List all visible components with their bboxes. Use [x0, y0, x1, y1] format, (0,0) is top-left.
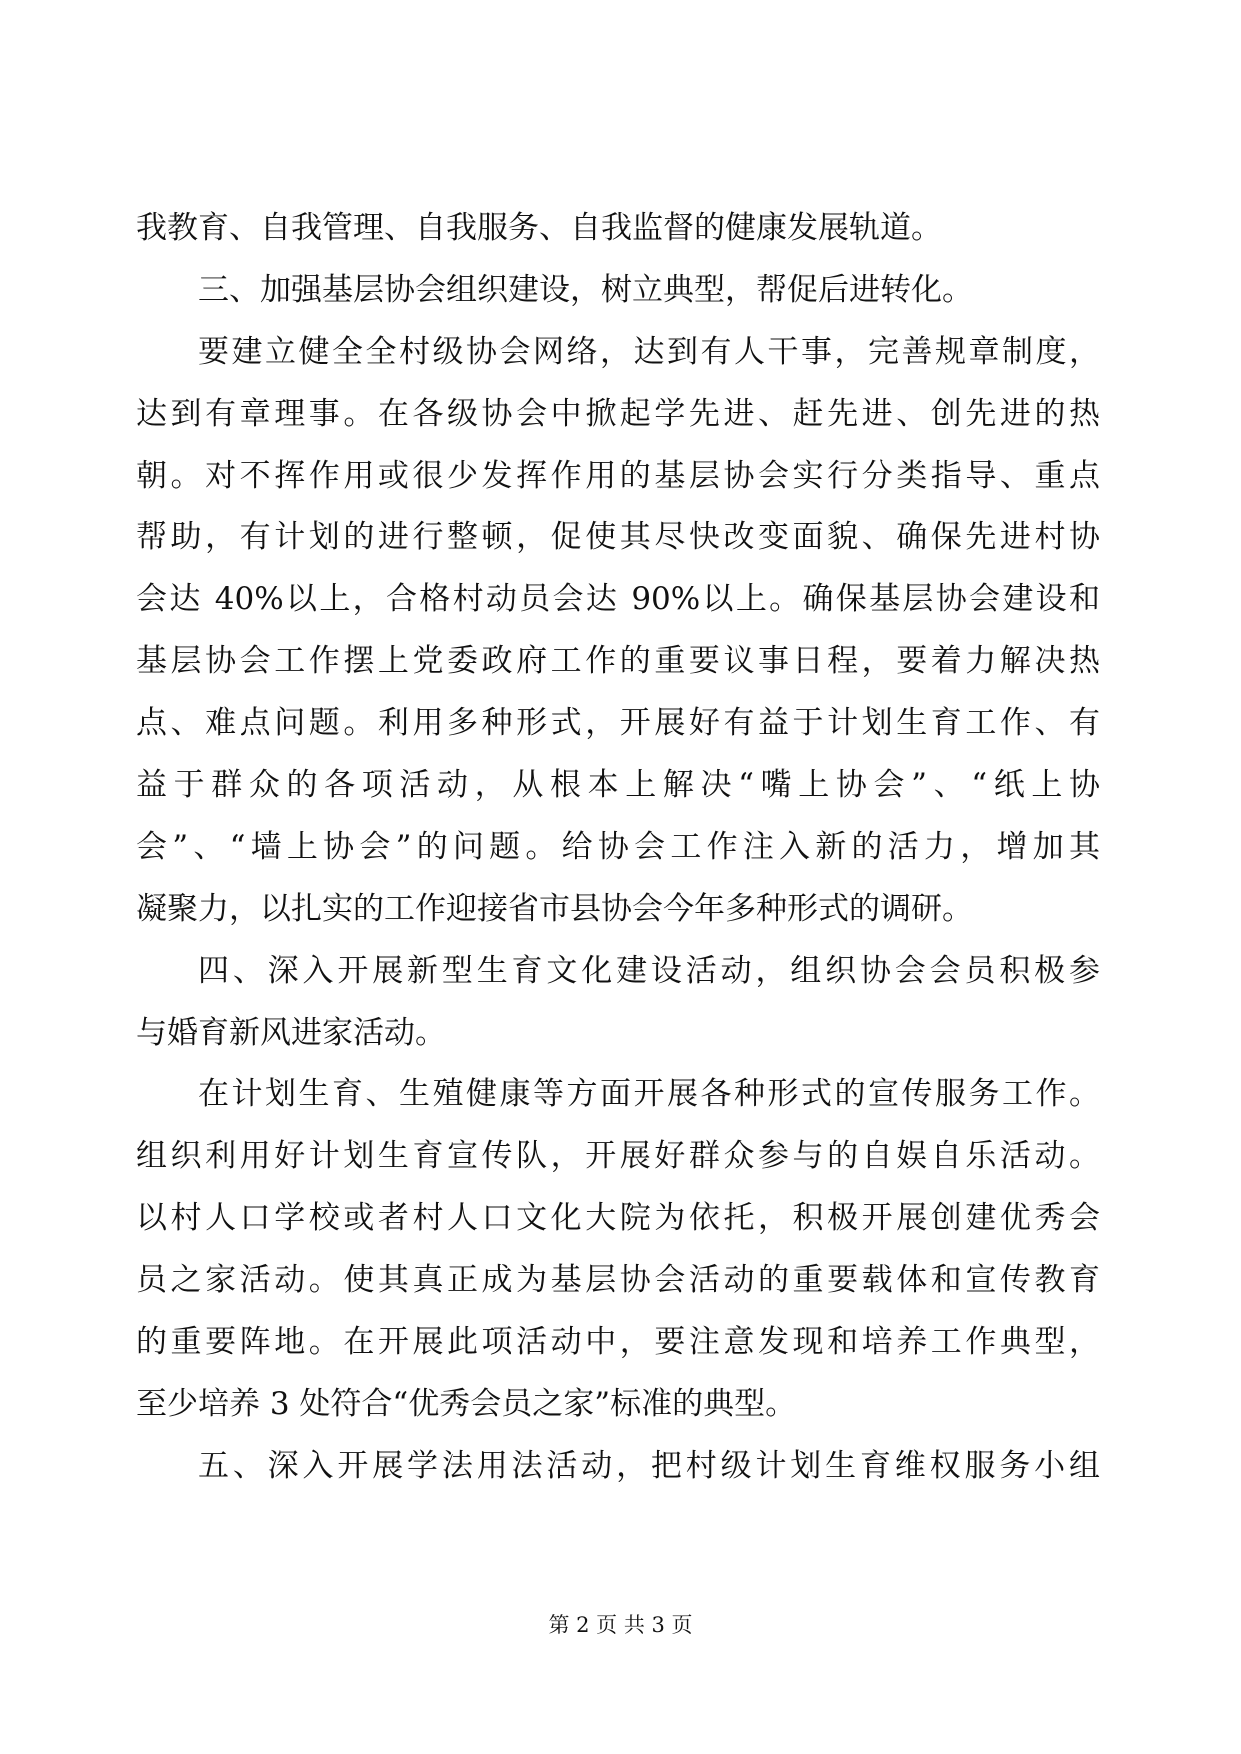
paragraph-first-line: 三、加强基层协会组织建设，树立典型，帮促后进转化。: [198, 271, 973, 308]
page-footer: 第 2 页 共 3 页: [548, 1613, 693, 1637]
text-line: 点、难点问题。利用多种形式，开展好有益于计划生育工作、有: [136, 705, 1100, 742]
text-line: 的重要阵地。在开展此项活动中，要注意发现和培养工作典型，: [136, 1324, 1100, 1361]
text-line: 凝聚力，以扎实的工作迎接省市县协会今年多种形式的调研。: [136, 890, 973, 927]
text-line: 基层协会工作摆上党委政府工作的重要议事日程，要着力解决热: [136, 643, 1100, 680]
text-line: 会”、“墙上协会”的问题。给协会工作注入新的活力，增加其: [136, 828, 1100, 865]
text-line: 至少培养 3 处符合“优秀会员之家”标准的典型。: [136, 1385, 797, 1422]
text-line: 帮助，有计划的进行整顿，促使其尽快改变面貌、确保先进村协: [136, 519, 1100, 556]
paragraph-first-line: 五、深入开展学法用法活动，把村级计划生育维权服务小组: [198, 1447, 1100, 1484]
text-line: 员之家活动。使其真正成为基层协会活动的重要载体和宣传教育: [136, 1262, 1100, 1299]
text-line: 我教育、自我管理、自我服务、自我监督的健康发展轨道。: [136, 210, 942, 246]
paragraph-first-line: 四、深入开展新型生育文化建设活动，组织协会会员积极参: [198, 952, 1100, 989]
paragraph-first-line: 在计划生育、生殖健康等方面开展各种形式的宣传服务工作。: [198, 1076, 1100, 1113]
text-line: 达到有章理事。在各级协会中掀起学先进、赶先进、创先进的热: [136, 395, 1100, 432]
text-line: 益于群众的各项活动，从根本上解决“嘴上协会”、“纸上协: [136, 767, 1100, 804]
paragraph-first-line: 要建立健全全村级协会网络，达到有人干事，完善规章制度，: [198, 333, 1100, 370]
text-line: 与婚育新风进家活动。: [136, 1014, 446, 1051]
document-body: [136, 198, 1100, 1498]
text-line: 朝。对不挥作用或很少发挥作用的基层协会实行分类指导、重点: [136, 457, 1100, 494]
text-line: 组织利用好计划生育宣传队，开展好群众参与的自娱自乐活动。: [136, 1138, 1100, 1175]
text-line: 以村人口学校或者村人口文化大院为依托，积极开展创建优秀会: [136, 1200, 1100, 1237]
text-line: 会达 40%以上，合格村动员会达 90%以上。确保基层协会建设和: [136, 581, 1100, 618]
